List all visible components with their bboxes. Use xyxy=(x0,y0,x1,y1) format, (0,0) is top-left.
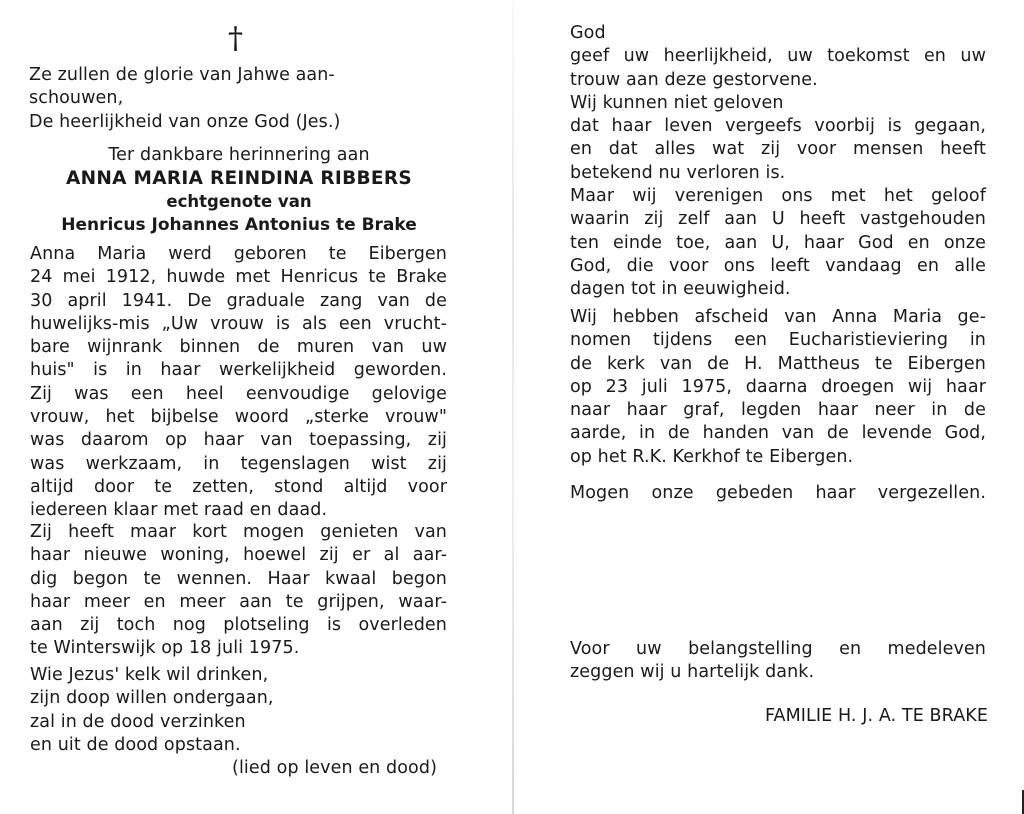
prayer-line: dat haar leven vergeefs voorbij is gegaan, xyxy=(570,116,986,137)
right-page xyxy=(512,0,1024,814)
closing-wish-text: Mogen onze gebeden haar vergezellen. xyxy=(570,483,986,503)
prayer-line: waarin zij zelf aan U heeft vastgehouden xyxy=(570,209,986,230)
bio-line: was daarom op haar van toepassing, zij xyxy=(30,430,447,451)
poem-line: zijn doop willen ondergaan, xyxy=(30,688,274,709)
bio-line: was werkzaam, in tegenslagen wist zij xyxy=(30,453,447,474)
cross-icon: † xyxy=(228,21,243,56)
poem xyxy=(30,664,447,780)
funeral-paragraph xyxy=(570,306,986,469)
poem-source: (lied op leven en dood) xyxy=(232,758,437,779)
epigraph-line: Ze zullen de glorie van Jahwe aan- xyxy=(29,65,335,85)
epigraph-line: schouwen, xyxy=(29,88,124,109)
dedication-header xyxy=(29,143,449,237)
bio-line: dig begon te wennen. Haar kwaal begon xyxy=(30,568,447,589)
prayer-line: God xyxy=(570,23,606,43)
funeral-line: aarde, in de handen van de levende God, xyxy=(570,423,986,444)
funeral-line: op het R.K. Kerkhof te Eibergen. xyxy=(570,446,854,467)
prayer-line: trouw aan deze gestorvene. xyxy=(570,69,818,90)
funeral-line: naar haar graf, legden haar neer in de xyxy=(570,400,986,421)
funeral-line: Wij hebben afscheid van Anna Maria ge- xyxy=(570,307,986,327)
bio-line: 30 april 1941. De graduale zang van de xyxy=(30,290,447,311)
signature-text: FAMILIE H. J. A. TE BRAKE xyxy=(764,706,988,726)
prayer-line: Maar wij verenigen ons met het geloof xyxy=(570,186,986,207)
bio-line: aan zij toch nog plotseling is overleden xyxy=(30,615,447,636)
signature xyxy=(570,705,988,728)
epigraph xyxy=(29,64,429,134)
funeral-line: nomen tijdens een Eucharistieviering in xyxy=(570,330,986,351)
biography-paragraph-1 xyxy=(30,243,447,523)
bio-line: altijd door te zetten, stond altijd voor xyxy=(30,476,447,497)
poem-line: en uit de dood opstaan. xyxy=(30,734,241,755)
bio-line: huis" is in haar werkelijkheid geworden. xyxy=(30,360,447,381)
bio-line: vrouw, het bijbelse woord „sterke vrouw" xyxy=(30,407,447,428)
funeral-line: de kerk van de H. Mattheus te Eibergen xyxy=(570,353,986,374)
biography-paragraph-2 xyxy=(30,521,447,661)
funeral-line: op 23 juli 1975, daarna droegen wij haar xyxy=(570,376,986,397)
prayer-line: betekend nu verloren is. xyxy=(570,162,786,183)
prayer xyxy=(570,22,986,302)
thanks-line: zeggen wij u hartelijk dank. xyxy=(570,662,815,683)
spouse-label: echtgenote van xyxy=(166,192,312,211)
prayer-line: God, die voor ons leeft vandaag en alle xyxy=(570,255,986,276)
bio-line: 24 mei 1912, huwde met Henricus te Brake xyxy=(30,267,447,288)
bio-line: Anna Maria werd geboren te Eibergen xyxy=(30,244,447,264)
thanks xyxy=(570,638,986,685)
intro-text: Ter dankbare herinnering aan xyxy=(108,145,370,165)
prayer-line: geef uw heerlijkheid, uw toekomst en uw xyxy=(570,46,986,67)
spouse-name: Henricus Johannes Antonius te Brake xyxy=(61,215,417,235)
prayer-line: Wij kunnen niet geloven xyxy=(570,92,784,113)
bio-line: Zij was een heel eenvoudige gelovige xyxy=(30,383,447,404)
prayer-line: en dat alles wat zij voor mensen heeft xyxy=(570,139,986,160)
poem-line: Wie Jezus' kelk wil drinken, xyxy=(30,665,269,685)
bio-line: iedereen klaar met raad en daad. xyxy=(30,500,328,521)
bio-line: te Winterswijk op 18 juli 1975. xyxy=(30,638,300,659)
bio-line: haar meer en meer aan te grijpen, waar- xyxy=(30,591,447,612)
deceased-name: ANNA MARIA REINDINA RIBBERS xyxy=(65,168,413,189)
prayer-line: dagen tot in eeuwigheid. xyxy=(570,279,791,300)
poem-line: zal in de dood verzinken xyxy=(30,711,246,732)
epigraph-line: De heerlijkheid van onze God (Jes.) xyxy=(29,111,341,132)
bio-line: huwelijks-mis „Uw vrouw is als een vrucht- xyxy=(30,313,447,334)
bio-line: bare wijnrank binnen de muren van uw xyxy=(30,337,447,358)
closing-wish xyxy=(570,482,986,505)
bio-line: haar nieuwe woning, hoewel zij er al aar- xyxy=(30,545,447,566)
thanks-line: Voor uw belangstelling en medeleven xyxy=(570,639,986,659)
prayer-line: ten einde toe, aan U, haar God en onze xyxy=(570,232,986,253)
bio-line: Zij heeft maar kort mogen genieten van xyxy=(30,522,447,542)
